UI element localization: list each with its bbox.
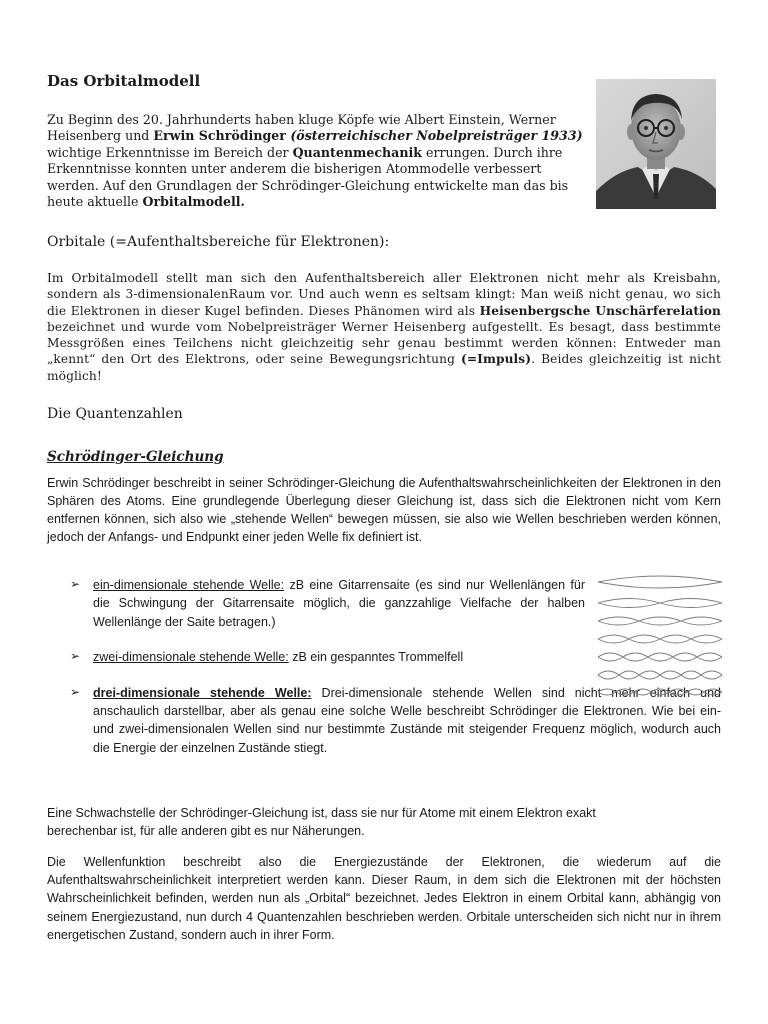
orbitale-heisenberg: Heisenbergsche Unschärferelation <box>479 303 721 318</box>
standing-waves-illustration <box>596 574 724 700</box>
intro-text-3: errungen. Durch ihre Erkenntnisse konnten unter anderem die bisherigen Atommodelle verbessert werden. Auf den Grundlagen der Schrödinger-Gleichung entwickelte man das bis heute aktuelle <box>47 144 569 210</box>
orbitale-text-3: . Beides gleichzeitig ist nicht möglich! <box>47 352 721 383</box>
wellenfunktion-paragraph: Die Wellenfunktion beschreibt also die Energiezustände der Elektronen, die wiederum auf die Aufenthaltswahrscheinlichkeit interpretiert werden kann. Dieser Raum, in dem sich die Elektronen mit der höchsten Wahrscheinlichkeit befinden, werden nun als „Orbital“ bezeichnet. Jedes Elektron in einem Orbital kann, abhängig von seinem Energiezustand, nun durch 4 Quantenzahlen beschrieben werden. Orbitale unterscheiden sich nicht nur in ihrem energetischen Zustand, sondern auch in ihrer Form. <box>47 855 721 942</box>
bullet-arrow-icon: ➢ <box>70 577 81 591</box>
bullet-arrow-icon: ➢ <box>70 685 81 699</box>
portrait-photo <box>596 79 716 209</box>
orbitale-paragraph <box>47 270 721 384</box>
page-title: Das Orbitalmodell <box>47 72 201 90</box>
intro-text-1: Zu Beginn des 20. Jahrhunderts haben kluge Köpfe wie Albert Einstein, Werner Heisenberg und <box>47 112 556 144</box>
schroedinger-heading: Schrödinger-Gleichung <box>47 449 224 465</box>
intro-note: (österreichischer Nobelpreisträger 1933) <box>285 128 583 144</box>
bullet-two-dimensional <box>93 648 463 666</box>
intro-text-2: wichtige Erkenntnisse im Bereich der <box>47 144 293 160</box>
orbitale-heading: Orbitale (=Aufenthaltsbereiche für Elektronen): <box>47 234 390 250</box>
orbitale-text-1: Im Orbitalmodell stellt man sich den Aufenthaltsbereich aller Elektronen nicht mehr als Kreisbahn, sondern als 3-dimensionalenRaum vor. Und auch wenn es seltsam klingt: Man weiß nicht genau, wo sich die Elektronen in dieser Kugel befinden. Dieses Phänomen wird als <box>47 271 721 318</box>
bullet-two-text: zB ein gespanntes Trommelfell <box>288 650 464 664</box>
portrait-illustration <box>596 79 716 209</box>
bullet-one-text: zB eine Gitarrensaite (es sind nur Wellenlängen für die Schwingung der Gitarrensaite möglich, die ganzzahlige Vielfache der halben Wellenlänge der Saite betragen.) <box>93 578 586 629</box>
schroedinger-paragraph: Erwin Schrödinger beschreibt in seiner Schrödinger-Gleichung die Aufenthaltswahrscheinlichkeiten der Elektronen in den Sphären des Atoms. Eine grundlegende Überlegung dieser Gleichung ist, dass sich die Elektronen nicht vom Kern entfernen können, sich also wie „stehende Wellen“ bewegen müssen, sie also wie Wellen beschrieben werden können, jedoch der Anfangs- und Endpunkt einer jeden Welle fix definiert ist. <box>47 476 721 544</box>
bullet-one-dimensional <box>93 576 585 631</box>
weakness-paragraph: Eine Schwachstelle der Schrödinger-Gleichung ist, dass sie nur für Atome mit einem Elektron exakt berechenbar ist, für alle anderen gibt es nur Näherungen. <box>47 806 596 838</box>
bullet-arrow-icon: ➢ <box>70 649 81 663</box>
bullet-two-label: zwei-dimensionale stehende Welle: <box>93 650 289 664</box>
orbitale-text-2: bezeichnet und wurde vom Nobelpreisträger Werner Heisenberg aufgestellt. Es besagt, dass bestimmte Messgrößen eines Teilchens nicht gleichzeitig sehr genau bestimmt werden können: Entweder man „kennt“ den Ort des Elektrons, oder seine Bewegungsrichtung <box>47 319 721 367</box>
intro-name: Erwin Schrödinger <box>153 128 286 144</box>
bullet-three-label: drei-dimensionale stehende Welle: <box>93 686 312 700</box>
intro-orbitalmodell: Orbitalmodell. <box>142 194 245 210</box>
intro-paragraph <box>47 112 585 210</box>
intro-quantenmechanik: Quantenmechanik <box>292 144 422 160</box>
bullet-one-label: ein-dimensionale stehende Welle: <box>93 578 285 592</box>
quantenzahlen-heading: Die Quantenzahlen <box>47 406 183 422</box>
bullet-three-text: Drei-dimensionale stehende Wellen sind nicht mehr einfach und anschaulich darstellbar, aber als genau eine solche Welle beschreibt Schrödinger die Elektronen. Wie bei ein- und zwei-dimensionalen Wellen sind nur bestimmte Zustände mit steigender Frequenz möglich, wodurch auch die Energie der einzelnen Zustände stiegt. <box>93 686 721 755</box>
orbitale-impuls: (=Impuls) <box>460 352 532 367</box>
